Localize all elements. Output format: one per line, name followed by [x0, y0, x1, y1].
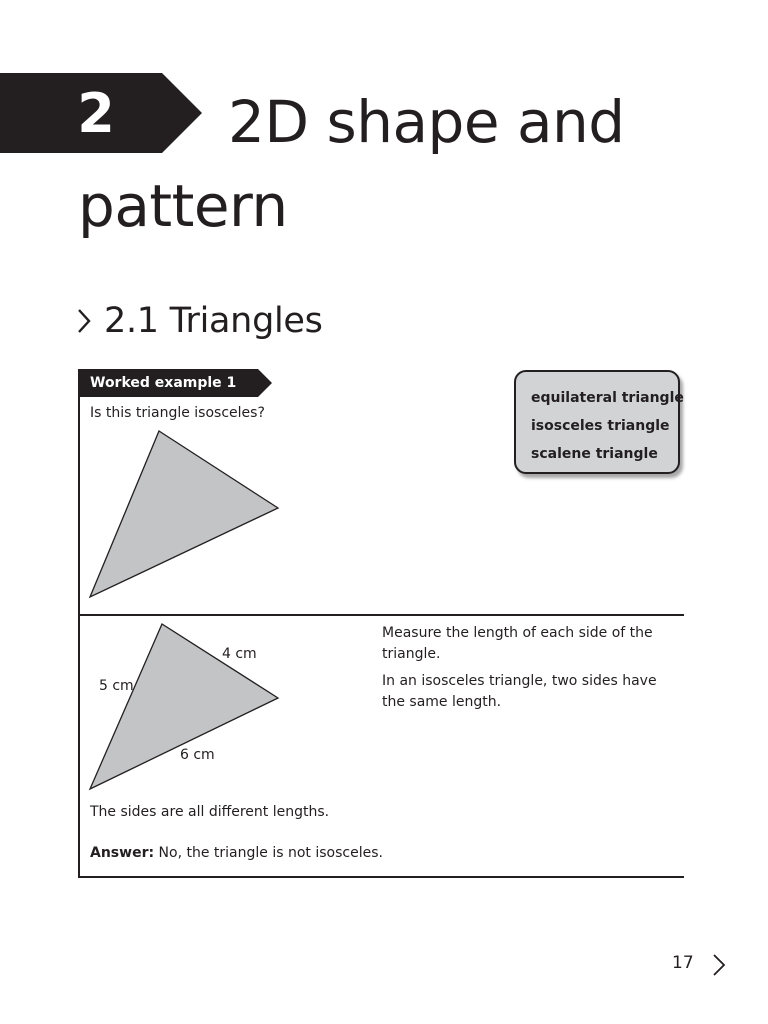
page-number: 17 [672, 953, 694, 973]
keyword-isosceles: isosceles triangle [531, 418, 670, 434]
chapter-number: 2 [77, 82, 115, 145]
worked-example-label: Worked example 1 [90, 375, 237, 391]
chevron-right-icon [76, 307, 92, 335]
section-title: 2.1 Triangles [104, 301, 323, 341]
question-text: Is this triangle isosceles? [90, 405, 265, 421]
worked-example-divider [78, 614, 684, 616]
next-page-chevron-icon[interactable] [712, 953, 726, 977]
answer-line [90, 845, 383, 861]
answer-label: Answer: [90, 845, 155, 861]
keyword-equilateral: equilateral triangle [531, 390, 684, 406]
chapter-title [78, 80, 678, 248]
conclusion-text: The sides are all different lengths. [90, 804, 330, 820]
triangle-diagram [86, 426, 286, 606]
worked-example-bottom-rule [78, 876, 684, 878]
explanation-measure: Measure the length of each side of the triangle. [382, 625, 653, 662]
side-length-label: 5 cm [99, 678, 134, 694]
keyword-box [514, 370, 684, 474]
chapter-title-line2: pattern [78, 172, 288, 240]
side-length-label: 6 cm [180, 747, 215, 763]
answer-text: No, the triangle is not isosceles. [158, 845, 383, 861]
chapter-title-line1: 2D shape and [228, 88, 625, 156]
worked-example-border [78, 392, 80, 878]
triangle-shape [90, 431, 278, 597]
explanation-isosceles: In an isosceles triangle, two sides have the same length. [382, 673, 657, 710]
keyword-scalene: scalene triangle [531, 446, 658, 462]
side-length-label: 4 cm [222, 646, 257, 662]
section-heading [76, 296, 323, 346]
